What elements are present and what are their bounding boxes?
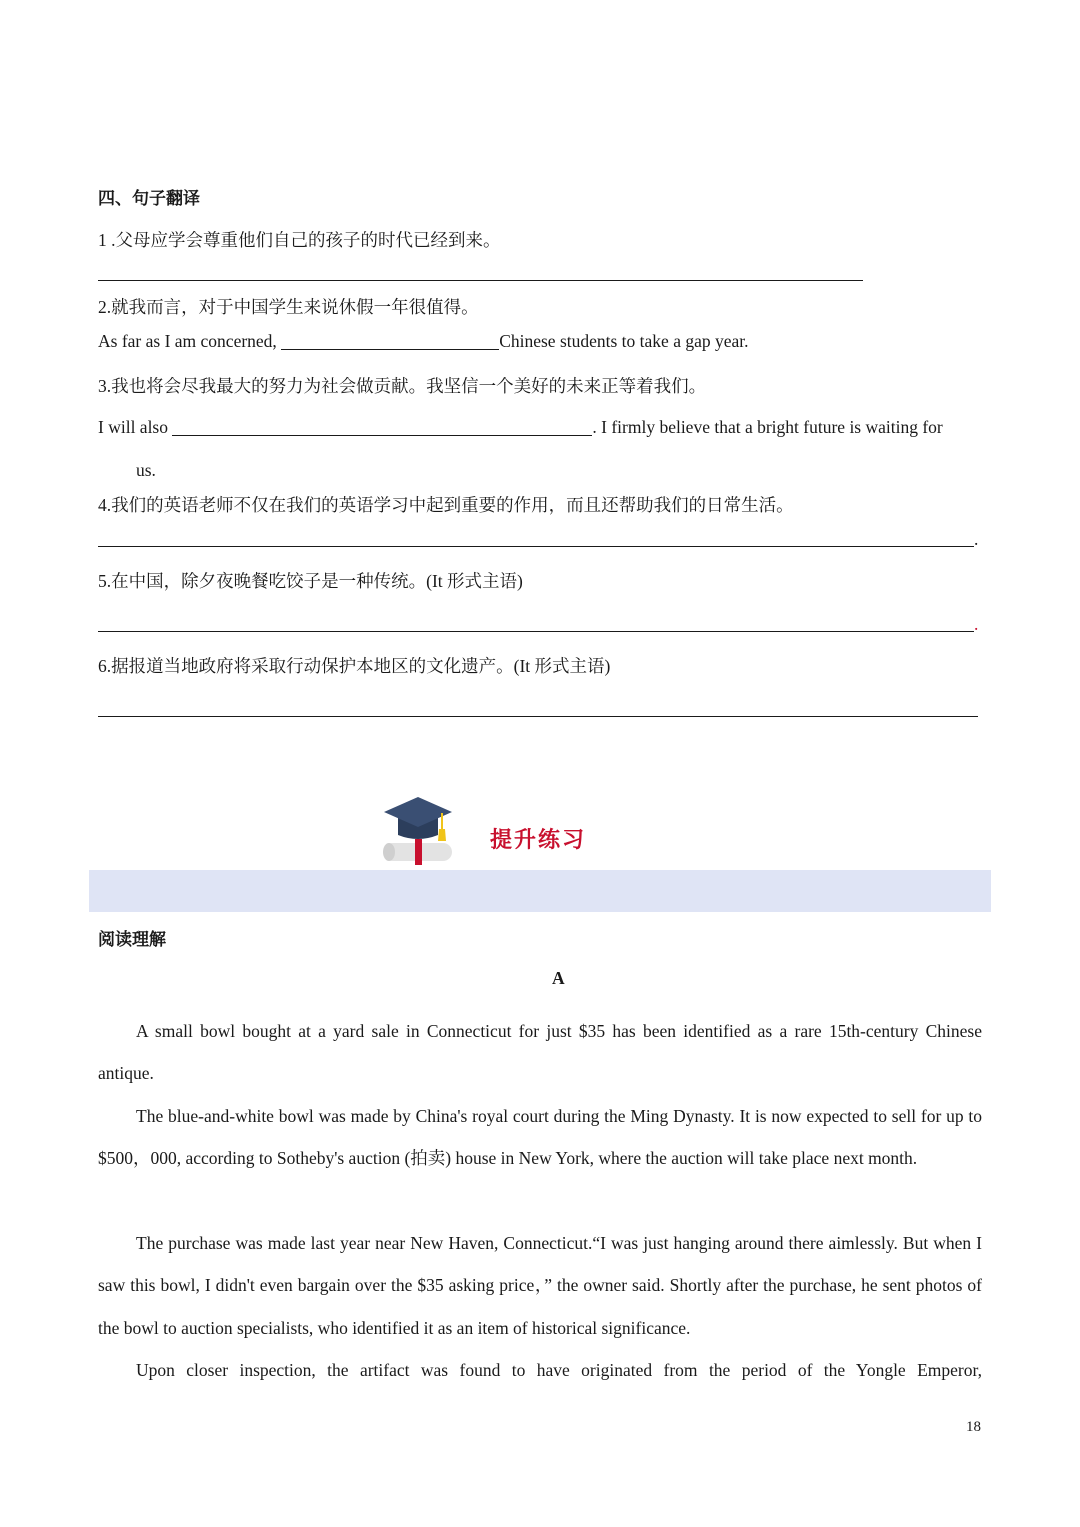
blank-3[interactable] — [172, 417, 592, 436]
section-heading: 四、句子翻译 — [98, 189, 200, 209]
page-number: 18 — [966, 1419, 981, 1435]
blank-2[interactable] — [281, 331, 499, 350]
end-mark-5: . — [974, 614, 979, 634]
tassel — [438, 829, 446, 841]
reading-heading: 阅读理解 — [98, 930, 166, 950]
translation-prompt-1: 1 .父母应学会尊重他们自己的孩子的时代已经到来。 — [98, 230, 501, 250]
answer-line-1[interactable] — [98, 280, 863, 281]
paragraph-3: The purchase was made last year near New Haven, Connecticut.“I was just hanging around there aimlessly. But when I saw this bowl, I didn't even bargain over the $35 asking price，” the owner said. Shortly after the purchase, he sent photos of the bowl to auction specialists, who identified it as an item of historical significance. — [98, 1233, 982, 1338]
translation-sentence-2 — [98, 331, 749, 352]
answer-line-6[interactable] — [98, 716, 978, 717]
translation-prompt-6: 6.据报道当地政府将采取行动保护本地区的文化遗产。(It 形式主语) — [98, 656, 611, 676]
translation-prompt-3: 3.我也将会尽我最大的努力为社会做贡献。我坚信一个美好的未来正等着我们。 — [98, 376, 707, 396]
end-mark-4: . — [974, 529, 979, 549]
sentence-2-prefix: As far as I am concerned, — [98, 331, 282, 351]
paragraph-1: A small bowl bought at a yard sale in Connecticut for just $35 has been identified as a rare 15th-century Chinese antique. — [98, 1021, 982, 1084]
translation-prompt-5: 5.在中国，除夕夜晚餐吃饺子是一种传统。(It 形式主语) — [98, 571, 523, 591]
answer-line-4[interactable] — [98, 546, 974, 547]
sentence-3-continuation: us. — [136, 460, 156, 480]
diploma-ribbon — [415, 839, 422, 865]
answer-line-5[interactable] — [98, 631, 974, 632]
sentence-3-suffix: . I firmly believe that a bright future is waiting for — [592, 417, 943, 437]
paragraph-4: Upon closer inspection, the artifact was found to have originated from the period of the Yongle Emperor, — [136, 1360, 982, 1380]
banner-title: 提升练习 — [490, 827, 587, 853]
passage-label: A — [552, 968, 565, 988]
section-band — [89, 870, 991, 912]
translation-sentence-3 — [98, 417, 943, 438]
translation-prompt-2: 2.就我而言，对于中国学生来说休假一年很值得。 — [98, 297, 479, 317]
translation-prompt-4: 4.我们的英语老师不仅在我们的英语学习中起到重要的作用，而且还帮助我们的日常生活。 — [98, 495, 794, 515]
sentence-2-suffix: Chinese students to take a gap year. — [499, 331, 749, 351]
sentence-3-prefix: I will also — [98, 417, 173, 437]
graduation-cap-diploma-icon — [380, 795, 456, 867]
paragraph-2: The blue-and-white bowl was made by China's royal court during the Ming Dynasty. It is now expected to sell for up to $500，000, according to Sotheby's auction (拍卖) house in New York, where the auction will take place next month. — [98, 1106, 982, 1169]
